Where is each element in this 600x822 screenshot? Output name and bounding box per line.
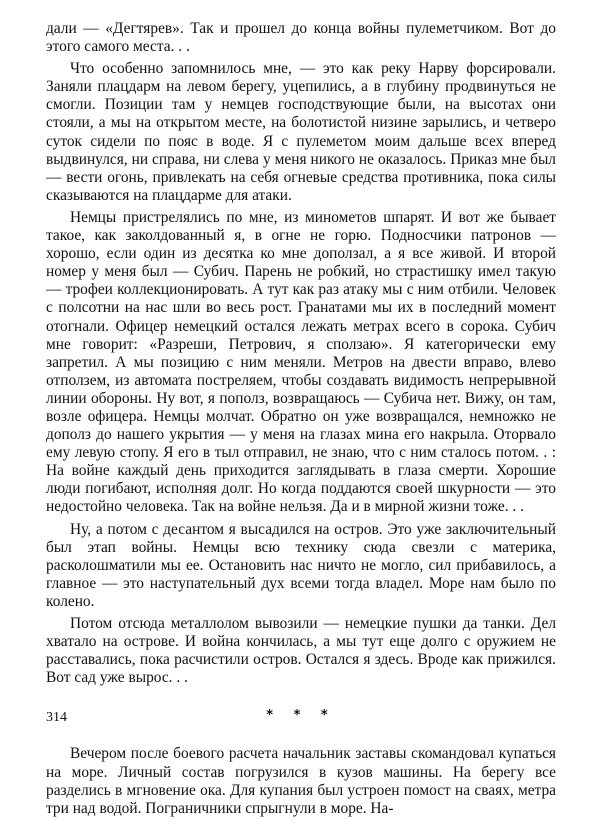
section-separator: * * * [266,708,336,724]
paragraph-evening-swim: Вечером после боевого расчета начальник заставы скомандовал купаться на море. Личный состав погрузился в кузов машины. На берегу все разделись в мгновение ока. Для купания был устроен помост на сваях, метра три над водой. Пограничники спрыгнули в море. На- [46,745,556,817]
paragraph-scrap-metal: Потом отсюда металлолом вывозили — немецкие пушки да танки. Дел хватало на острове. И война кончилась, а мы тут еще долго с оружием не расставались, пока расчистили остров. Остался я здесь. Вроде как прижился. Вот сад уже вырос. . . [46,615,556,687]
paragraph-island-landing: Ну, а потом с десантом я высадился на остров. Это уже заключительный был этап войны. Немцы всю технику сюда свезли с материка, расколошматили мы ее. Остановить нас ничто не могло, сил прибавилось, а главное — это наступательный дух всеми тогда владел. Море нам было по колено. [46,520,556,610]
paragraph-continued: дали — «Дегтярев». Так и прошел до конца войны пулеметчиком. Вот до этого самого места. . . [46,20,556,56]
paragraph-subich-story: Немцы пристрелялись по мне, из минометов шпарят. И вот же бывает такое, как заколдованный я, в огне не горю. Подносчики патронов — хорошо, если один из десятка ко мне доползал, а я все живой. И второй номер у меня был — Субич. Парень не робкий, но страстишку имел такую — трофеи коллекционировать. А тут как раз атаку мы с ним отбили. Человек с полсотни на нас шли во весь рост. Гранатами мы их в последний момент отогнали. Офицер немецкий остался лежать метрах всего в сорока. Субич мне говорит: «Разреши, Петрович, я сползаю». Я категорически ему запретил. А мы позицию с ним меняли. Метров на двести вправо, влево отползем, из автомата постреляем, чтобы создавать видимость непрерывной линии обороны. Ну вот, я пополз, возвращаюсь — Субича нет. Вижу, он там, возле офицера. Немцы молчат. Обратно он уже возвращался, немножко не дополз до нашего укрытия — у меня на глазах мина его накрыла. Оторвало ему левую стопу. Я его в тыл отправил, не знаю, что с ним сталось потом. . : На войне каждый день приходится заглядывать в глаза смерти. Хорошие люди погибают, исполняя долг. Но когда поддаются своей шкурности — это недостойно человека. Так на войне нельзя. Да и в мирной жизни тоже. . . [46,208,556,516]
page-number: 314 [46,710,67,725]
document-page [46,20,556,822]
paragraph-narva-crossing: Что особенно запомнилось мне, — это как реку Нарву форсировали. Заняли плацдарм на левом берегу, уцепились, а в глубину продвинуться не смогли. Позиции там у немцев господствующие были, на высотах они стояли, а мы на открытом месте, на болотистой низине зарылись, и четверо суток сидели по пояс в воде. Я с пулеметом моим дальше всех вперед выдвинулся, ни справа, ни слева у меня никого не оказалось. Приказ мне был — вести огонь, привлекать на себя огневые средства противника, пока силы сказываются на плацдарме для атаки. [46,60,556,204]
